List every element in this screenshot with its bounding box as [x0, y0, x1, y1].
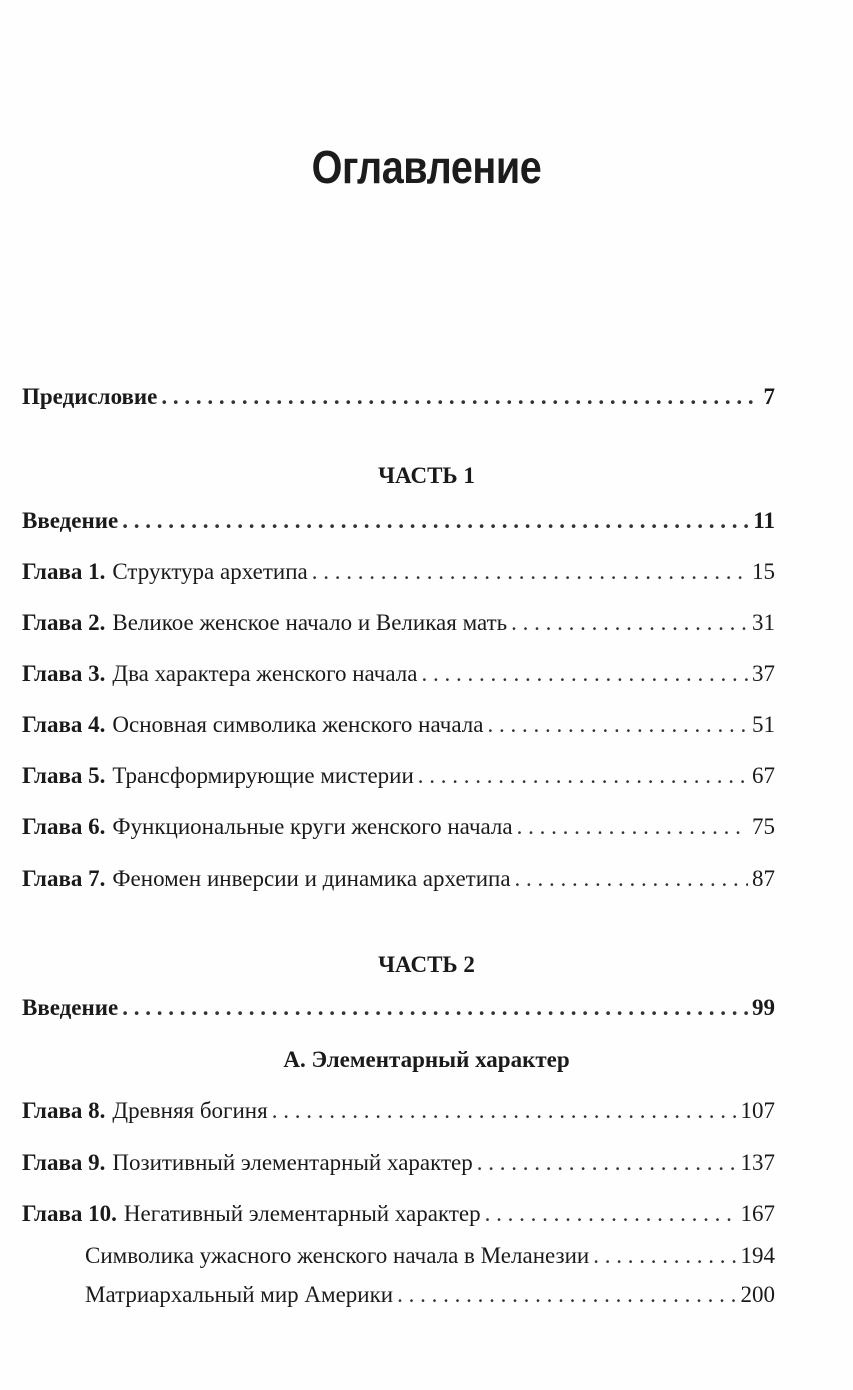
toc-page-number: 31 [752, 610, 775, 635]
toc-entry-chapter-7[interactable] [22, 864, 775, 894]
toc-page-number: 37 [752, 661, 775, 686]
dot-leader [515, 864, 748, 894]
toc-entry-chapter-10[interactable] [22, 1199, 775, 1229]
dot-leader [421, 659, 748, 689]
chapter-title: Два характера женского начала [112, 661, 418, 686]
toc-page-number: 200 [740, 1282, 775, 1307]
chapter-title: Великое женское начало и Великая мать [112, 610, 508, 635]
part-2-heading: ЧАСТЬ 2 [378, 952, 475, 977]
toc-page-number: 7 [763, 384, 775, 409]
toc-page-number: 67 [752, 763, 775, 788]
toc-page-number: 137 [740, 1150, 775, 1175]
chapter-title: Трансформирующие мистерии [112, 763, 414, 788]
chapter-title: Структура архетипа [112, 559, 308, 584]
chapter-number: Глава 9. [22, 1150, 106, 1175]
toc-page-number: 51 [752, 712, 775, 737]
chapter-number: Глава 5. [22, 763, 106, 788]
dot-leader [485, 1199, 737, 1229]
toc-page-number: 99 [752, 995, 775, 1020]
chapter-number: Глава 8. [22, 1098, 106, 1123]
page-title: Оглавление [311, 141, 542, 193]
dot-leader [122, 506, 749, 536]
toc-entry-chapter-8[interactable] [22, 1096, 775, 1126]
toc-page-number: 167 [740, 1201, 775, 1226]
toc-entry-part1-intro[interactable] [22, 506, 775, 536]
chapter-number: Глава 7. [22, 866, 106, 891]
chapter-number: Глава 4. [22, 712, 106, 737]
toc-entry-chapter-1[interactable] [22, 557, 775, 587]
dot-leader [397, 1280, 736, 1310]
toc-page-number: 75 [752, 814, 775, 839]
dot-leader [511, 608, 748, 638]
part-1-heading: ЧАСТЬ 1 [378, 463, 475, 488]
chapter-number: Глава 2. [22, 610, 106, 635]
dot-leader [593, 1241, 736, 1271]
toc-entry-preface[interactable] [22, 382, 775, 412]
dot-leader [487, 710, 748, 740]
dot-leader [122, 993, 748, 1023]
chapter-number: Глава 6. [22, 814, 106, 839]
chapter-number: Глава 3. [22, 661, 106, 686]
toc-entry-subsection-1[interactable] [85, 1241, 775, 1271]
toc-entry-chapter-6[interactable] [22, 812, 775, 842]
toc-entry-chapter-2[interactable] [22, 608, 775, 638]
toc-page-number: 107 [740, 1098, 775, 1123]
dot-leader [272, 1096, 737, 1126]
toc-page-number: 11 [753, 508, 775, 533]
subsection-title: Матриархальный мир Америки [85, 1282, 394, 1307]
chapter-title: Основная символика женского начала [112, 712, 484, 737]
toc-entry-label: Введение [22, 995, 119, 1020]
dot-leader [161, 382, 759, 412]
toc-entry-label: Введение [22, 508, 119, 533]
dot-leader [517, 812, 748, 842]
section-a-heading: А. Элементарный характер [283, 1047, 570, 1072]
toc-entry-chapter-5[interactable] [22, 761, 775, 791]
chapter-title: Негативный элементарный характер [123, 1201, 481, 1226]
chapter-number: Глава 1. [22, 559, 106, 584]
toc-entry-chapter-3[interactable] [22, 659, 775, 689]
toc-page-number: 15 [752, 559, 775, 584]
chapter-title: Позитивный элементарный характер [112, 1150, 473, 1175]
toc-entry-chapter-4[interactable] [22, 710, 775, 740]
chapter-number: Глава 10. [22, 1201, 117, 1226]
chapter-title: Функциональные круги женского начала [112, 814, 513, 839]
dot-leader [312, 557, 748, 587]
subsection-title: Символика ужасного женского начала в Меланезии [85, 1243, 590, 1268]
dot-leader [477, 1148, 737, 1178]
toc-page-number: 87 [752, 866, 775, 891]
dot-leader [418, 761, 748, 791]
chapter-title: Древняя богиня [112, 1098, 268, 1123]
toc-entry-chapter-9[interactable] [22, 1148, 775, 1178]
toc-entry-subsection-2[interactable] [85, 1280, 775, 1310]
chapter-title: Феномен инверсии и динамика архетипа [112, 866, 511, 891]
toc-entry-label: Предисловие [22, 384, 158, 409]
toc-entry-part2-intro[interactable] [22, 993, 775, 1023]
toc-page-number: 194 [740, 1243, 775, 1268]
